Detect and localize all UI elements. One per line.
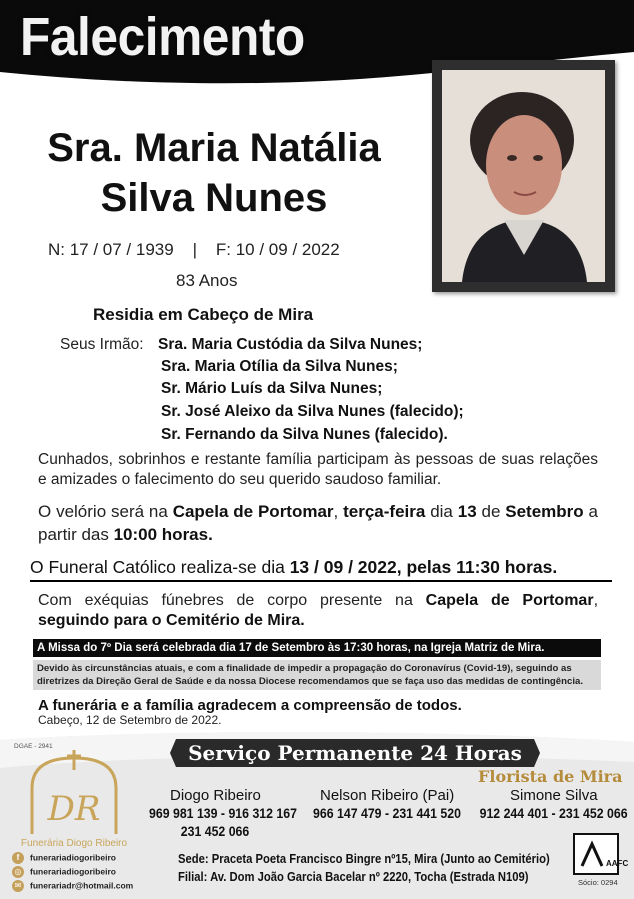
sibling-item: Sra. Maria Custódia da Silva Nunes; xyxy=(158,336,423,353)
funeral-info: O Funeral Católico realiza-se dia 13 / 09 / 2022, pelas 11:30 horas. xyxy=(30,557,612,582)
mass-announcement: A Missa do 7º Dia será celebrada dia 17 de Setembro às 17:30 horas, na Igreja Matriz de Mira. xyxy=(33,639,601,657)
address-headquarters: Sede: Praceta Poeta Francisco Bingre nº15, Mira (Junto ao Cemitério) xyxy=(178,852,550,866)
florist-name: Florista de Mira xyxy=(478,767,623,786)
covid-notice: Devido às circunstâncias atuais, e com a finalidade de impedir a propagação do Coronavírus (Covid-19), seguindo as diretrizes da Direção Geral de Saúde e da nossa Diocese recomendamos que se faça uso das medidas de contingência. xyxy=(33,660,601,690)
facebook-link[interactable]: f funerariadiogoribeiro xyxy=(12,852,116,864)
contact-phone[interactable]: 969 981 139 - 916 312 167 xyxy=(149,805,297,821)
address-branch: Filial: Av. Dom João Garcia Bacelar nº 2220, Tocha (Estrada N109) xyxy=(178,870,529,884)
age: 83 Anos xyxy=(176,271,238,290)
sibling-item: Sr. Mário Luís da Silva Nunes; xyxy=(161,380,383,397)
funeral-home-logo xyxy=(14,748,134,840)
birth-death-dates: N: 17 / 07 / 1939 | F: 10 / 09 / 2022 xyxy=(48,240,340,259)
contact-phone[interactable]: 231 452 066 xyxy=(180,823,250,839)
deceased-name-line-2: Silva Nunes xyxy=(100,176,328,220)
residence: Residia em Cabeço de Mira xyxy=(93,305,314,324)
deceased-name-line-1: Sra. Maria Natália xyxy=(47,126,381,170)
sibling-item: Sr. Fernando da Silva Nunes (falecido). xyxy=(161,426,448,443)
association-name: AAFC xyxy=(606,859,629,868)
dgae-code: DGAE - 2941 xyxy=(14,743,53,750)
contact-name: Nelson Ribeiro (Pai) xyxy=(320,787,455,804)
logo-name: Funerária Diogo Ribeiro xyxy=(20,838,128,849)
instagram-link[interactable]: ◎ funerariadiogoribeiro xyxy=(12,866,116,878)
facebook-icon: f xyxy=(12,852,24,864)
service-banner: Serviço Permanente 24 Horas xyxy=(188,741,522,765)
page-title: Falecimento xyxy=(20,7,305,67)
sibling-item: Sr. José Aleixo da Silva Nunes (falecido); xyxy=(161,403,464,420)
place-and-date: Cabeço, 12 de Setembro de 2022. xyxy=(38,713,222,727)
thanks-message: A funerária e a família agradecem a compreensão de todos. xyxy=(38,697,462,714)
sibling-item: Sra. Maria Otília da Silva Nunes; xyxy=(161,358,398,375)
logo-initials: DR xyxy=(47,789,101,829)
instagram-icon: ◎ xyxy=(12,866,24,878)
exequias-info: Com exéquias fúnebres de corpo presente na Capela de Portomar, seguindo para o Cemitério de Mira. xyxy=(38,592,599,629)
portrait-photo xyxy=(442,70,605,282)
portrait-photo-frame xyxy=(432,60,615,292)
email-icon: ✉ xyxy=(12,880,24,892)
wake-info: O velório será na Capela de Portomar, terça-feira dia 13 de Setembro a partir das 10:00 horas. xyxy=(38,502,598,544)
contact-phone[interactable]: 912 244 401 - 231 452 066 xyxy=(479,805,628,821)
portrait-image xyxy=(442,70,605,282)
contact-name: Simone Silva xyxy=(510,787,598,804)
contact-name: Diogo Ribeiro xyxy=(170,787,261,804)
siblings-label: Seus Irmão: xyxy=(60,336,144,353)
member-number: Sócio: 0294 xyxy=(578,878,618,887)
family-announcement: Cunhados, sobrinhos e restante família participam às pessoas de suas relações e amizades o falecimento do seu querido saudoso familiar. xyxy=(38,451,598,488)
email-link[interactable]: ✉ funerariadr@hotmail.com xyxy=(12,880,133,892)
contact-phone[interactable]: 966 147 479 - 231 441 520 xyxy=(313,805,461,821)
association-logo xyxy=(572,832,629,876)
